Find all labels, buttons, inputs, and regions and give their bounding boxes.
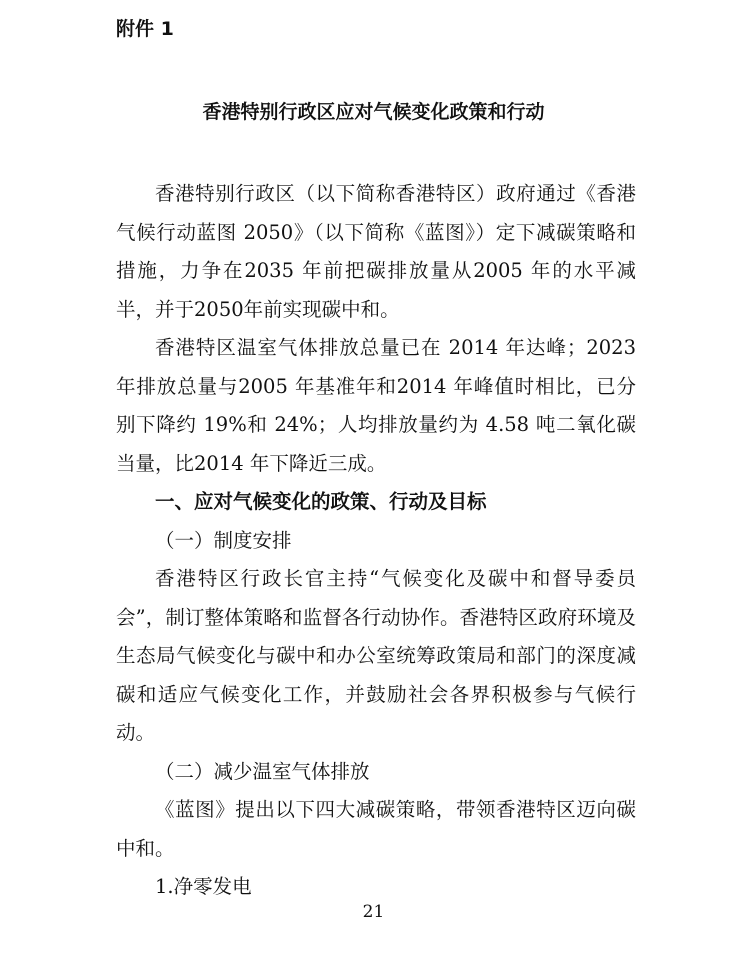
paragraph-intro: 香港特别行政区（以下简称香港特区）政府通过《香港气候行动蓝图 2050》（以下简称《蓝图》）定下减碳策略和措施，力争在2035 年前把碳排放量从2005 年的水平减半，并于2050年前实现碳中和。	[116, 182, 636, 321]
section-heading-policies: 一、应对气候变化的政策、行动及目标	[155, 490, 487, 513]
paragraph-reduction: 《蓝图》提出以下四大减碳策略，带领香港特区迈向碳中和。	[116, 798, 636, 860]
document-title: 香港特别行政区应对气候变化政策和行动	[202, 101, 545, 123]
page-number: 21	[362, 902, 385, 922]
subsection-heading-reduction: （二）减少温室气体排放	[155, 759, 370, 783]
subsection-heading-institutional: （一）制度安排	[155, 528, 292, 552]
paragraph-institutional: 香港特区行政长官主持“气候变化及碳中和督导委员会”，制订整体策略和监督各行动协作。香港特区政府环境及生态局气候变化与碳中和办公室统筹政策局和部门的深度减碳和适应气候变化工作，并鼓励社会各界积极参与气候行动。	[116, 567, 636, 744]
item-heading-net-zero-power: 1.净零发电	[155, 875, 252, 898]
paragraph-emissions: 香港特区温室气体排放总量已在 2014 年达峰；2023 年排放总量与2005 年基准年和2014 年峰值时相比，已分别下降约 19%和 24%；人均排放量约为 4.58 吨二氧化碳当量，比2014 年下降近三成。	[116, 336, 636, 475]
attachment-label: 附件 1	[116, 18, 174, 40]
document-body	[116, 175, 636, 907]
